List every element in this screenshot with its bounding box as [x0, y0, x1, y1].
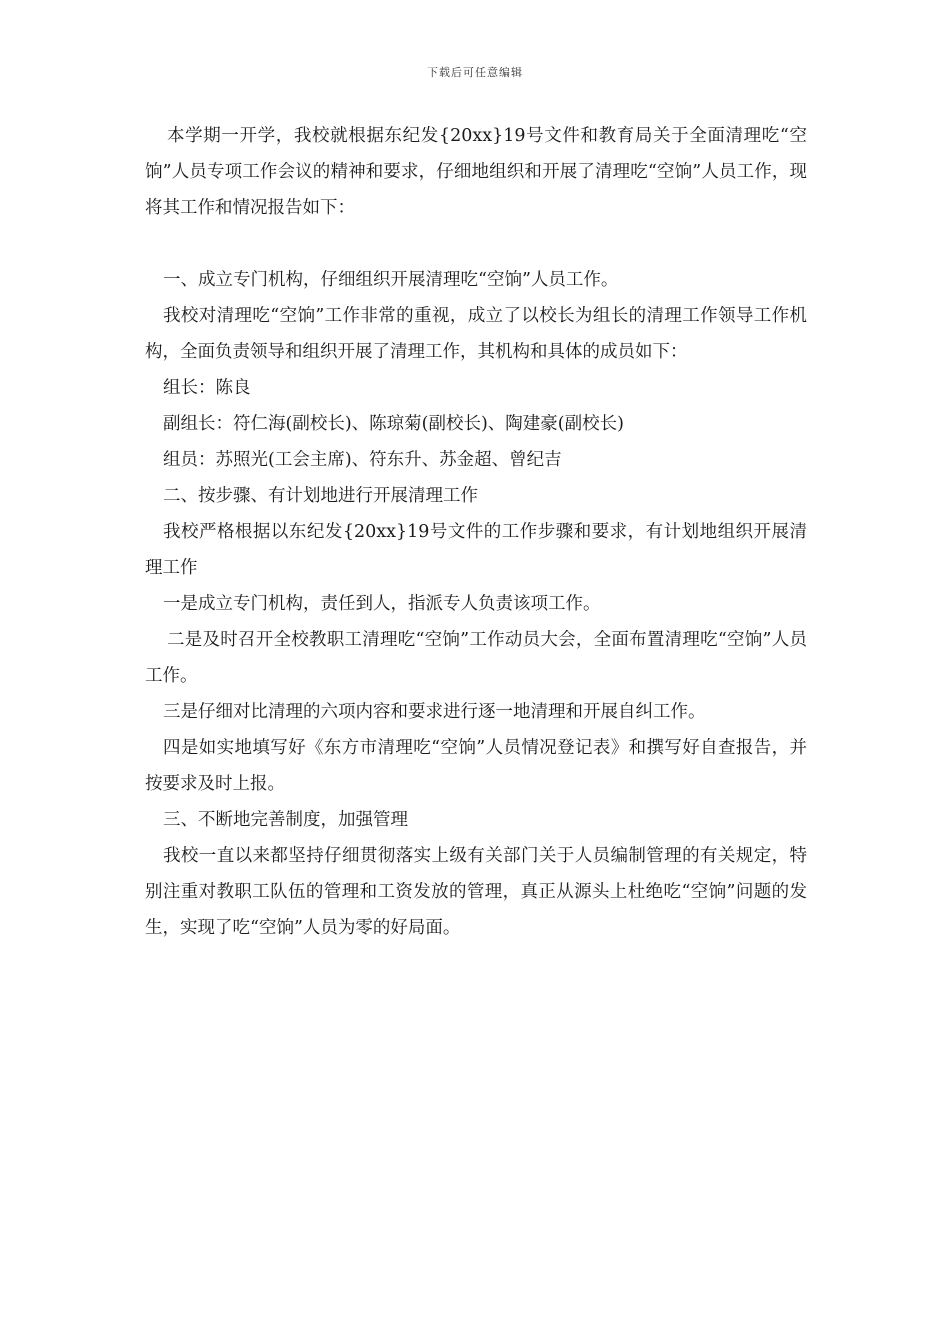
- section-heading-3: 三、不断地完善制度，加强管理: [163, 810, 408, 830]
- section-1-paragraph: 我校对清理吃“空饷”工作非常的重视，成立了以校长为组长的清理工作领导工作机构，全面负责领导和组织开展了清理工作，其机构和具体的成员如下：: [145, 306, 807, 362]
- section-heading-1: 一、成立专门机构，仔细组织开展清理吃“空饷”人员工作。: [163, 270, 619, 290]
- section-3-paragraph: 我校一直以来都坚持仔细贯彻落实上级有关部门关于人员编制管理的有关规定，特别注重对教职工队伍的管理和工资发放的管理，真正从源头上杜绝吃“空饷”问题的发生，实现了吃“空饷”人员为零的好局面。: [145, 846, 807, 938]
- document-body: [145, 118, 807, 946]
- step-two-item: 二是及时召开全校教职工清理吃“空饷”工作动员大会，全面布置清理吃“空饷”人员工作。: [145, 630, 807, 686]
- section-heading-2: 二、按步骤、有计划地进行开展清理工作: [163, 486, 478, 506]
- section-2-paragraph: 我校严格根据以东纪发{20xx}19号文件的工作步骤和要求，有计划地组织开展清理工作: [145, 522, 807, 578]
- blank-line: [145, 226, 807, 262]
- group-leader-line: 组长：陈良: [163, 378, 251, 398]
- step-three-item: 三是仔细对比清理的六项内容和要求进行逐一地清理和开展自纠工作。: [163, 702, 706, 722]
- step-one-item: 一是成立专门机构，责任到人，指派专人负责该项工作。: [163, 594, 601, 614]
- deputy-leader-line: 副组长：符仁海(副校长)、陈琼菊(副校长)、陶建豪(副校长): [163, 414, 624, 434]
- step-four-item: 四是如实地填写好《东方市清理吃“空饷”人员情况登记表》和撰写好自查报告，并按要求及时上报。: [145, 738, 807, 794]
- group-members-line: 组员：苏照光(工会主席)、符东升、苏金超、曾纪吉: [163, 450, 562, 470]
- intro-paragraph: 本学期一开学，我校就根据东纪发{20xx}19号文件和教育局关于全面清理吃“空饷”人员专项工作会议的精神和要求，仔细地组织和开展了清理吃“空饷”人员工作，现将其工作和情况报告如下：: [145, 126, 807, 218]
- page-header-note: 下载后可任意编辑: [427, 66, 523, 79]
